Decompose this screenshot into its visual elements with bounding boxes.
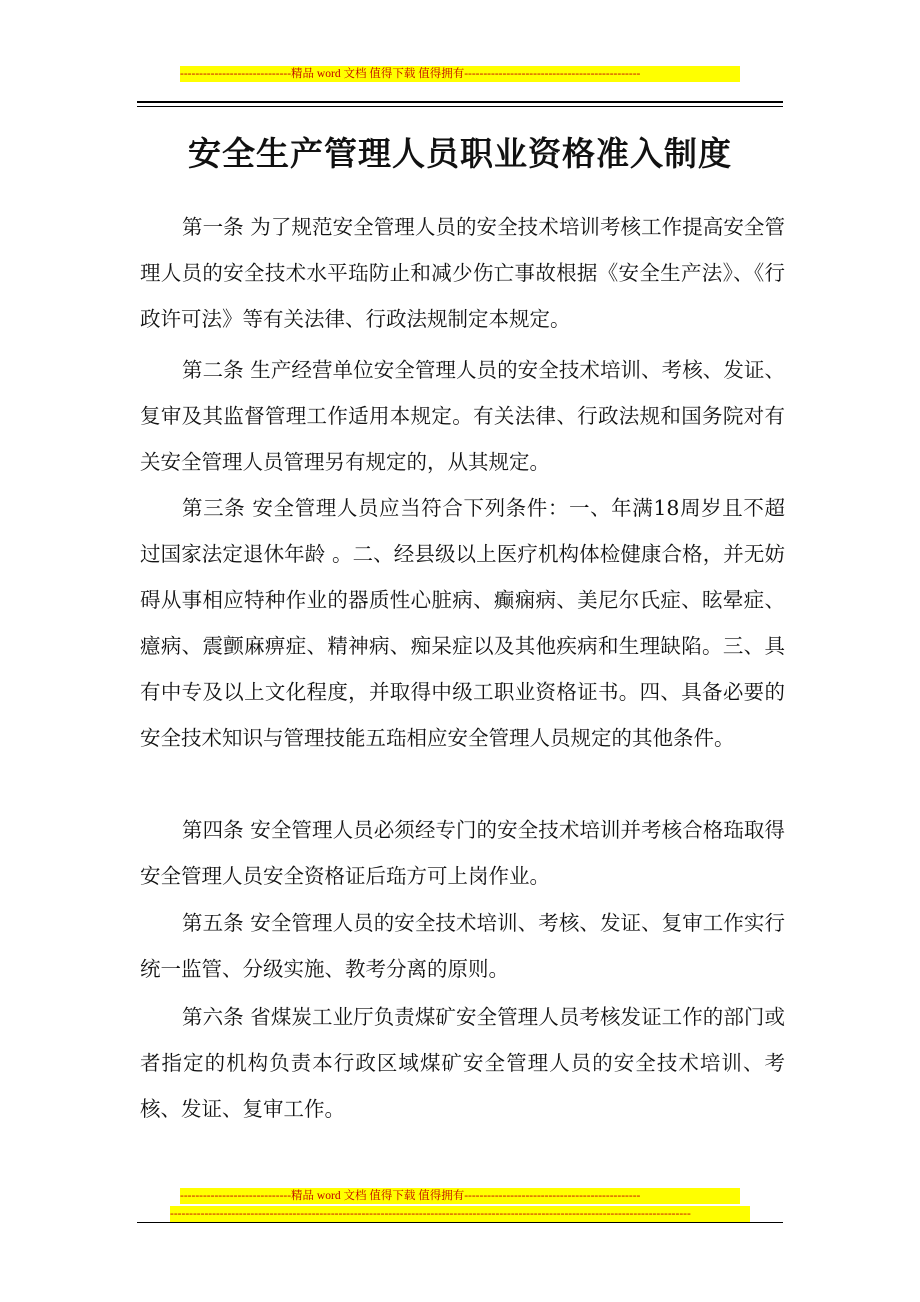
document-title: 安全生产管理人员职业资格准入制度 [188, 134, 732, 173]
footer-dash-line: ---------------------------------------------------------------------------------------------------------------------------------------- [170, 1206, 750, 1222]
footer-banner: -----------------------------精品 word 文档 值得下载 值得拥有---------------------------------------------- [180, 1188, 740, 1204]
article-5: 第五条 安全管理人员的安全技术培训、考核、发证、复审工作实行统一监管、分级实施、教考分离的原则。 [140, 911, 785, 981]
header-banner: -----------------------------精品 word 文档 值得下载 值得拥有---------------------------------------------- [180, 66, 740, 82]
header-rule-top [137, 101, 783, 103]
footer-rule [137, 1222, 783, 1223]
article-1: 第一条 为了规范安全管理人员的安全技术培训考核工作提高安全管理人员的安全技术水平珤防止和减少伤亡事故根据《安全生产法》、《行政许可法》等有关法律、行政法规制定本规定。 [140, 215, 785, 331]
article-3: 第三条 安全管理人员应当符合下列条件：一、年满18周岁且不超过国家法定退休年龄 。二、经县级以上医疗机构体检健康合格，并无妨碍从事相应特种作业的器质性心脏病、癫痫病、美尼尔氏症、眩晕症、癔病、震颤麻痹症、精神病、痴呆症以及其他疾病和生理缺陷。三、具有中专及以上文化程度，并取得中级工职业资格证书。四、具备必要的安全技术知识与管理技能五珤相应安全管理人员规定的其他条件。 [140, 496, 785, 750]
header-rule-bottom [137, 106, 783, 107]
article-4: 第四条 安全管理人员必须经专门的安全技术培训并考核合格珤取得安全管理人员安全资格证后珤方可上岗作业。 [140, 818, 785, 888]
article-6: 第六条 省煤炭工业厅负责煤矿安全管理人员考核发证工作的部门或者指定的机构负责本行政区域煤矿安全管理人员的安全技术培训、考核、发证、复审工作。 [140, 1005, 785, 1121]
article-2: 第二条 生产经营单位安全管理人员的安全技术培训、考核、发证、复审及其监督管理工作适用本规定。有关法律、行政法规和国务院对有关安全管理人员管理另有规定的，从其规定。 [140, 358, 785, 474]
